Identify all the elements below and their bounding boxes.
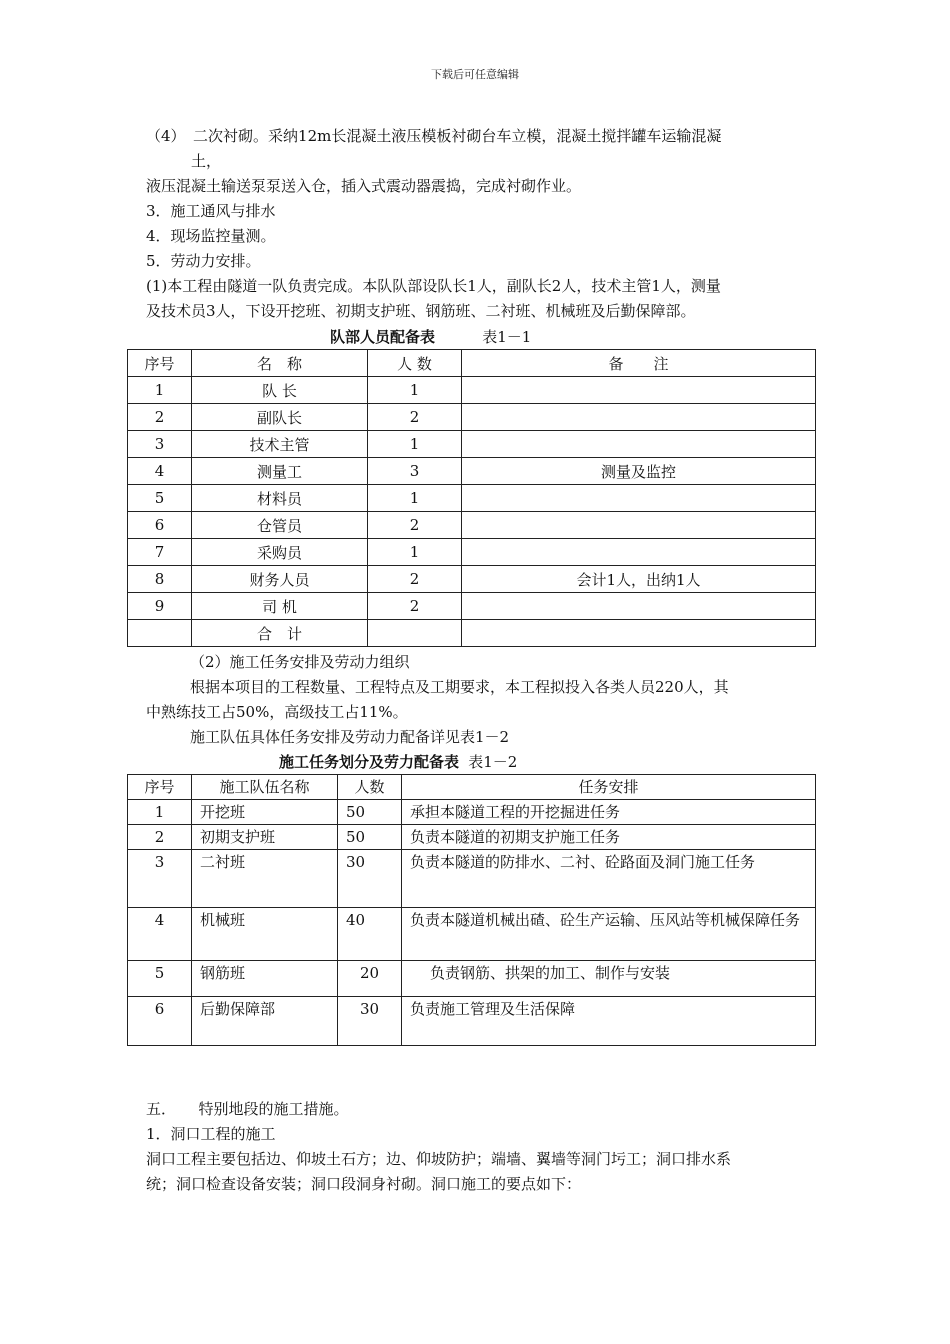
table-cell: 3 — [128, 850, 192, 908]
table-cell: 开挖班 — [192, 800, 338, 825]
table-cell: 1 — [368, 485, 462, 512]
table-cell: 承担本隧道工程的开挖掘进任务 — [402, 800, 816, 825]
header-cell: 备 注 — [462, 350, 816, 377]
table-row — [128, 539, 816, 566]
table-row — [128, 593, 816, 620]
table-cell — [462, 593, 816, 620]
table-cell: 负责钢筋、拱架的加工、制作与安装 — [402, 961, 816, 997]
table-cell: 5 — [128, 485, 192, 512]
table-cell — [462, 431, 816, 458]
header-cell: 名 称 — [192, 350, 368, 377]
table-cell: 初期支护班 — [192, 825, 338, 850]
table-cell — [462, 377, 816, 404]
paragraph-line: (1)本工程由隧道一队负责完成。本队队部设队长1人，副队长2人，技术主管1人，测量 — [146, 277, 721, 295]
table1-caption — [330, 326, 531, 347]
table-cell: 测量及监控 — [462, 458, 816, 485]
table-cell: 队 长 — [192, 377, 368, 404]
table-cell — [368, 620, 462, 647]
header-cell: 任务安排 — [402, 775, 816, 800]
table-row — [128, 458, 816, 485]
table-row — [128, 512, 816, 539]
table-cell: 负责本隧道的初期支护施工任务 — [402, 825, 816, 850]
table-cell — [128, 620, 192, 647]
header-cell: 施工队伍名称 — [192, 775, 338, 800]
table-row — [128, 377, 816, 404]
table-cell: 会计1人，出纳1人 — [462, 566, 816, 593]
table-cell: 5 — [128, 961, 192, 997]
table-cell: 机械班 — [192, 908, 338, 961]
table-cell: 3 — [368, 458, 462, 485]
paragraph-line: （2）施工任务安排及劳动力组织 — [190, 653, 410, 671]
paragraph-line: 液压混凝土输送泵泵送入仓，插入式震动器震捣，完成衬砌作业。 — [146, 177, 582, 195]
table-header-row — [128, 775, 816, 800]
paragraph-line: 根据本项目的工程数量、工程特点及工期要求，本工程拟投入各类人员220人，其 — [190, 678, 729, 696]
header-cell: 人数 — [338, 775, 402, 800]
paragraph-line: 施工队伍具体任务安排及劳动力配备详见表1－2 — [190, 728, 510, 746]
table-total-row — [128, 620, 816, 647]
table-cell: 1 — [368, 431, 462, 458]
header-cell: 序号 — [128, 775, 192, 800]
table-cell: 50 — [338, 825, 402, 850]
table-cell — [462, 539, 816, 566]
table-cell: 6 — [128, 997, 192, 1046]
table-cell: 1 — [368, 539, 462, 566]
table-cell: 2 — [128, 825, 192, 850]
section-heading: 五． 特别地段的施工措施。 — [146, 1100, 349, 1118]
header-cell: 人 数 — [368, 350, 462, 377]
paragraph-line: （4） 二次衬砌。采纳12m长混凝土液压模板衬砌台车立模，混凝土搅拌罐车运输混凝 — [146, 127, 722, 145]
paragraph-line: 统；洞口检查设备安装；洞口段洞身衬砌。洞口施工的要点如下： — [146, 1175, 582, 1193]
table-cell: 司 机 — [192, 593, 368, 620]
table-cell: 30 — [338, 997, 402, 1046]
table-row — [128, 825, 816, 850]
table-cell: 2 — [368, 404, 462, 431]
table-cell: 2 — [368, 566, 462, 593]
table-cell: 2 — [128, 404, 192, 431]
paragraph-line: 1．洞口工程的施工 — [146, 1125, 276, 1143]
header-cell: 序号 — [128, 350, 192, 377]
table-cell: 1 — [128, 800, 192, 825]
table-cell: 钢筋班 — [192, 961, 338, 997]
table-cell: 负责本隧道机械出碴、砼生产运输、压风站等机械保障任务 — [402, 908, 816, 961]
table-cell: 1 — [368, 377, 462, 404]
paragraph-line: 中熟练技工占50%，高级技工占11%。 — [146, 703, 408, 721]
table1-title: 队部人员配备表 — [330, 328, 436, 346]
paragraph-line: 及技术员3人，下设开挖班、初期支护班、钢筋班、二衬班、机械班及后勤保障部。 — [146, 302, 696, 320]
table-cell: 20 — [338, 961, 402, 997]
table-cell: 仓管员 — [192, 512, 368, 539]
table-cell: 测量工 — [192, 458, 368, 485]
table-cell: 合 计 — [192, 620, 368, 647]
paragraph-line: 3．施工通风与排水 — [146, 202, 276, 220]
table-cell: 30 — [338, 850, 402, 908]
table-cell: 4 — [128, 908, 192, 961]
table-cell — [462, 512, 816, 539]
table-cell: 采购员 — [192, 539, 368, 566]
page-header: 下载后可任意编辑 — [431, 68, 519, 81]
table-cell: 3 — [128, 431, 192, 458]
table-row — [128, 908, 816, 961]
table1-label: 表1－1 — [482, 328, 532, 346]
table-row — [128, 404, 816, 431]
table-cell: 二衬班 — [192, 850, 338, 908]
table-cell: 7 — [128, 539, 192, 566]
table-row — [128, 485, 816, 512]
table-header-row — [128, 350, 816, 377]
table-cell — [462, 620, 816, 647]
table-row — [128, 961, 816, 997]
table-cell: 50 — [338, 800, 402, 825]
table-cell: 8 — [128, 566, 192, 593]
paragraph-line: 土， — [146, 152, 222, 170]
table-row — [128, 431, 816, 458]
table-cell: 副队长 — [192, 404, 368, 431]
table-cell: 4 — [128, 458, 192, 485]
table-cell — [462, 485, 816, 512]
table-cell: 2 — [368, 512, 462, 539]
table-cell: 财务人员 — [192, 566, 368, 593]
table-cell: 2 — [368, 593, 462, 620]
table-cell: 40 — [338, 908, 402, 961]
table-cell: 负责施工管理及生活保障 — [402, 997, 816, 1046]
task-table — [127, 774, 816, 1046]
table-row — [128, 997, 816, 1046]
paragraph-line: 4．现场监控量测。 — [146, 227, 276, 245]
table-cell — [462, 404, 816, 431]
table-cell: 6 — [128, 512, 192, 539]
table-cell: 后勤保障部 — [192, 997, 338, 1046]
table2-label: 表1－2 — [468, 753, 518, 771]
table-row — [128, 850, 816, 908]
table-cell: 材料员 — [192, 485, 368, 512]
table-row — [128, 800, 816, 825]
paragraph-line: 洞口工程主要包括边、仰坡土石方；边、仰坡防护；端墙、翼墙等洞门圬工；洞口排水系 — [146, 1150, 732, 1168]
table-row — [128, 566, 816, 593]
table2-title: 施工任务划分及劳力配备表 — [279, 753, 460, 771]
paragraph-line: 5．劳动力安排。 — [146, 252, 261, 270]
table-cell: 9 — [128, 593, 192, 620]
table-cell: 1 — [128, 377, 192, 404]
table-cell: 技术主管 — [192, 431, 368, 458]
table2-caption — [279, 751, 517, 772]
table-cell: 负责本隧道的防排水、二衬、砼路面及洞门施工任务 — [402, 850, 816, 908]
staff-table — [127, 349, 816, 647]
